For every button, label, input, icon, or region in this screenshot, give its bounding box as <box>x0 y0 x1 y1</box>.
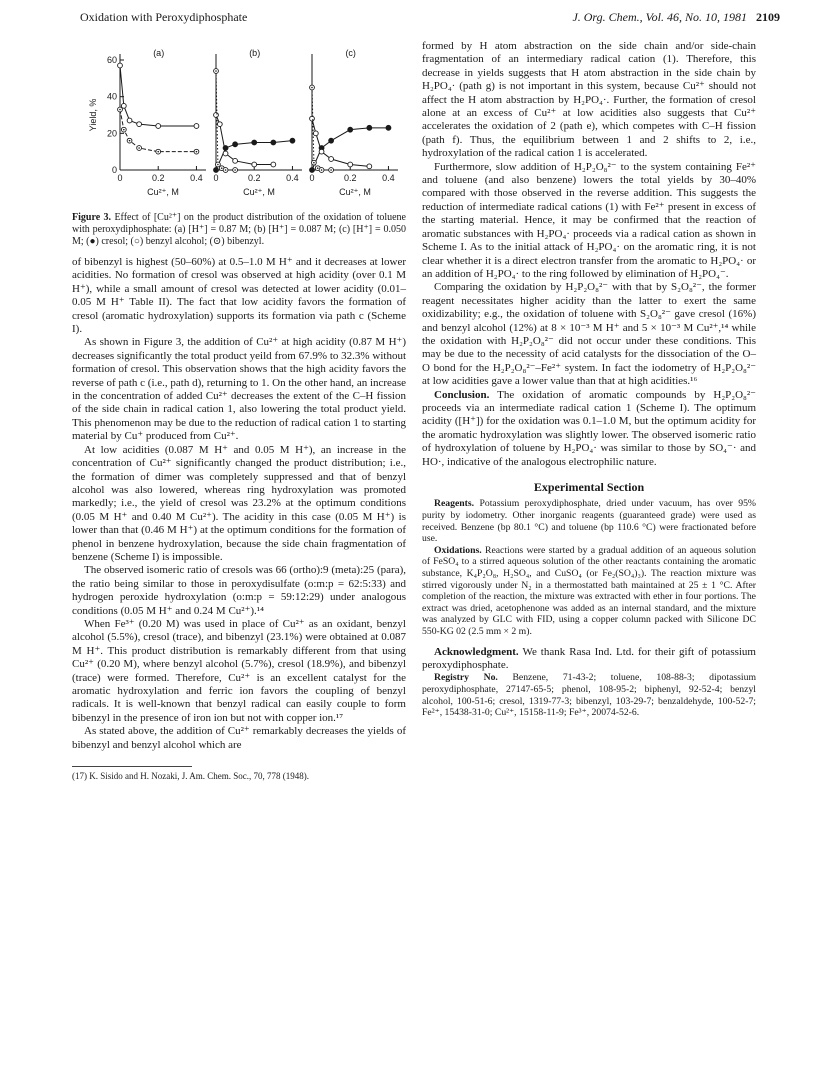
acknowledgment-label: Acknowledgment. <box>434 645 519 658</box>
figure-3-label: Figure 3. <box>72 212 112 223</box>
registry-text: Benzene, 71-43-2; toluene, 108-88-3; dipotassium peroxydiphosphate, 27147-65-5; phenol, 108-95-2; biphenyl, 92-52-4; benzyl alcohol, 100-51-6; cresol, 1319-77-3; bibenzyl, 103-29-7; benzaldehyde, 100-52-7; Fe²⁺, 15438-31-0; Cu²⁺, 15158-11-9; Fe³⁺, 20074-52-6. <box>422 672 756 719</box>
data-point <box>310 116 315 121</box>
data-point <box>329 138 334 143</box>
data-point <box>121 103 126 108</box>
data-point <box>252 162 257 167</box>
data-point <box>271 140 276 145</box>
x-tick-label: 0.4 <box>382 173 395 183</box>
x-tick-label: 0.4 <box>286 173 299 183</box>
data-point <box>290 138 295 143</box>
conclusion-paragraph <box>422 389 756 469</box>
oxidations-paragraph <box>422 545 756 638</box>
data-point <box>252 140 257 145</box>
left-column <box>72 40 406 782</box>
panel-label: (b) <box>249 48 261 58</box>
oxidations-text: Reactions were started by a gradual addition of an aqueous solution of FeSO₄ to a stirred aqueous solution of the other reactants containing the aromatic substance, K₄P₂O₈, H₂SO₄, and CuSO₄ (or Fe₂(SO₄)₃). The reaction mixture was stirred vigorously under N₂ in a thermostatted bath maintained at 25 ± 1 °C. After completion of the reaction, the mixture was extracted with ether in four portions. The extract was dried, acetophenone was added as an internal standard, and the mixture was analyzed by GLC with FID, using a copper column packed with Silicone DC 550-KG 02 (2.5 mm × 2 m). <box>422 544 757 637</box>
y-axis-label: Yield, % <box>88 98 98 132</box>
figure-3-chart <box>72 40 406 210</box>
paragraph-left-3: At low acidities (0.087 M H⁺ and 0.05 M H⁺), an increase in the concentration of Cu²⁺ significantly changed the product distribution; i.e., the formation of dimer was completely suppressed and that of benzyl alcohol was also lowered, whereas ring hydroxylation was promoted markedly; i.e., the yield of cresol was 23.2% at the optimum conditions (0.05 M H⁺ and 0.40 M Cu²⁺). The acidity in this case (0.05 M H⁺) is lower than that (0.46 M H⁺) at the optimum conditions for the formation of phenol in benzene hydroxylation, because the side chain fragmentation of benzene (Scheme I) is impossible. <box>72 443 406 563</box>
footnote-17: (17) K. Sisido and H. Nozaki, J. Am. Chem. Soc., 70, 778 (1948). <box>72 771 309 782</box>
data-point <box>386 125 391 130</box>
paragraph-left-6: As stated above, the addition of Cu²⁺ remarkably decreases the yields of bibenzyl and benzyl alcohol which are <box>72 725 406 751</box>
data-point-center <box>123 129 125 131</box>
data-point <box>271 162 276 167</box>
data-point <box>127 118 132 123</box>
data-point-center <box>311 87 313 89</box>
x-tick-label: 0.4 <box>190 173 203 183</box>
running-head-title: Oxidation with Peroxydiphosphate <box>80 10 248 24</box>
data-point <box>319 149 324 154</box>
oxidations-label: Oxidations. <box>434 544 482 556</box>
data-point-center <box>221 167 223 169</box>
page-number: 2109 <box>756 10 780 24</box>
data-point-center <box>225 169 227 171</box>
y-tick-label: 20 <box>106 128 117 139</box>
running-head-journal <box>572 10 780 25</box>
data-point-center <box>138 147 140 149</box>
paragraph-right-2: Furthermore, slow addition of H₂P₂O₈²⁻ to the system containing Fe²⁺ and toluene (and also benzene) lowers the total yields by 30–40% compared with those observed in the reverse addition. This suggests the reduction of intermediate radical cations (1) with Fe²⁺ present in excess of the starting material. Hence, it may be confirmed that the reaction of aromatic substances with H₂PO₄· proceeds via a radical cation as shown in Scheme I. As to the initial attack of H₂PO₄· on the aromatic ring, it is not clear whether it is a direct electron transfer from the aromatic to H₂PO₄· or an addition of H₂PO₄· to the ring followed by elimination of H₂PO₄⁻. <box>422 160 756 280</box>
data-point <box>348 162 353 167</box>
reagents-label: Reagents. <box>434 498 475 510</box>
data-point-center <box>119 109 121 111</box>
journal-citation: J. Org. Chem., Vol. 46, No. 10, 1981 <box>572 10 747 24</box>
data-point <box>348 127 353 132</box>
data-point-center <box>129 140 131 142</box>
series-line <box>120 66 196 127</box>
x-tick-label: 0 <box>309 173 315 183</box>
data-point-center <box>234 169 236 171</box>
registry-label: Registry No. <box>434 672 498 684</box>
data-point-center <box>196 151 198 153</box>
panel-label: (c) <box>345 48 356 58</box>
y-tick-label: 0 <box>111 165 117 175</box>
acknowledgment-paragraph <box>422 646 756 673</box>
reagents-text: Potassium peroxydiphosphate, dried under vacuum, has over 95% purity by iodometry. Other inorganic reagents (guaranteed grade) were used as received. Benzene (bp 80.1 °C) and toluene (bp 110.6 °C) were fractionated before use. <box>422 498 756 545</box>
data-point <box>156 124 161 129</box>
figure-3-caption <box>72 212 406 248</box>
data-point-center <box>321 169 323 171</box>
x-tick-label: 0 <box>213 173 219 183</box>
data-point <box>214 113 219 118</box>
reagents-paragraph <box>422 498 756 544</box>
registry-paragraph <box>422 672 756 718</box>
series-line <box>120 110 196 152</box>
data-point-center <box>157 151 159 153</box>
y-tick-label: 40 <box>106 91 117 102</box>
paragraph-right-3: Comparing the oxidation by H₂P₂O₈²⁻ with that by S₂O₈²⁻, the former reagent necessitates higher acidity than the latter to exert the same oxidizability; e.g., the oxidation of toluene with S₂O₈²⁻ gave cresol (16%) and benzyl alcohol (12%) at 8 × 10⁻³ M H⁺ and 5 × 10⁻³ M Cu²⁺,¹⁴ while the oxidation with H₂P₂O₈²⁻ did not occur under these conditions. This may be due to the necessity of acid catalysts for the dissociation of the O–O bond for the H₂P₂O₈²⁻–Fe²⁺ system. In fact the iodometry of H₂P₂O₈²⁻ at low acidities gave a lower value than that at high acidities.¹⁶ <box>422 281 756 388</box>
x-axis-label: Cu²⁺, M <box>147 187 179 197</box>
conclusion-text: The oxidation of aromatic compounds by H₂P₂O₈²⁻ proceeds via an intermediate radical cation 1 (Scheme I). The optimum acidity ([H⁺]) for the oxidation was 0.1–1.0 M, but the optimum acidity for the aromatic hydroxylation was slightly lower. The observed isomeric ratio of hydroxylation of toluene by H₂PO₄· was similar to those by SO₄⁻· and HO·, indicative of the analogous electrophilic nature. <box>422 388 756 468</box>
paragraph-right-1: formed by H atom abstraction on the side chain and/or side-chain fragmentation of an intermediary radical cation (1). Therefore, this decrease in yields suggests that H atom abstraction in the side chain by H₂PO₄· (path g) is not important in this system, because Cu²⁺ should not affect the H atom abstraction by H₂PO₄·. Further, the formation of cresol alone at an excess of Cu²⁺ at low acidities also suggests that Cu²⁺ accelerates the oxidation of 2 (path e), which competes with C–H fission (path f). Thus, the equilibrium between 1 and 2 shifts to 2, i.e., hydroxylation of the radical cation 1 is accelerated. <box>422 40 756 160</box>
acknowledgment-text: We thank Rasa Ind. Ltd. for their gift of potassium peroxydiphosphate. <box>422 645 756 671</box>
x-axis-label: Cu²⁺, M <box>243 187 275 197</box>
footnote-rule <box>72 766 192 767</box>
paragraph-left-5: When Fe³⁺ (0.20 M) was used in place of Cu²⁺ as an oxidant, benzyl alcohol (5.5%), cresol (trace), and bibenzyl (23.1%) were obtained at 0.087 M H⁺. This product distribution is remarkably different from that using Cu²⁺ (0.20 M), where benzyl alcohol (5.7%), cresol (18.9%), and bibenzyl (trace) were formed. Therefore, Cu²⁺ is an excellent catalyst for the aromatic hydroxylation and ferric ion favors the coupling of benzyl radicals. It is well-known that benzyl radical can easily couple to form bibenzyl in the presence of iron ion but not with copper ion.¹⁷ <box>72 617 406 724</box>
x-tick-label: 0 <box>117 173 123 183</box>
x-axis-label: Cu²⁺, M <box>339 187 371 197</box>
data-point <box>367 164 372 169</box>
figure-3-caption-text: Effect of [Cu²⁺] on the product distribution of the oxidation of toluene with peroxydiphosphate: (a) [H⁺] = 0.87 M; (b) [H⁺] = 0.087 M; (c) [H⁺] = 0.050 M; (●) cresol; (○) benzyl alcohol; (⊙) bibenzyl. <box>72 212 406 247</box>
data-point <box>313 131 318 136</box>
data-point-center <box>317 167 319 169</box>
data-point-center <box>330 169 332 171</box>
right-column <box>422 40 756 719</box>
series-line <box>312 119 369 167</box>
data-point <box>194 124 199 129</box>
data-point-center <box>217 164 219 166</box>
data-point <box>310 168 315 173</box>
data-point <box>329 157 334 162</box>
x-tick-label: 0.2 <box>151 173 165 183</box>
data-point <box>217 122 222 127</box>
conclusion-label: Conclusion. <box>434 388 490 401</box>
data-point <box>137 122 142 127</box>
series-line <box>216 115 273 165</box>
experimental-section-heading: Experimental Section <box>533 480 645 494</box>
data-point <box>233 158 238 163</box>
panel-label: (a) <box>153 48 165 58</box>
data-point <box>367 125 372 130</box>
paragraph-left-1: of bibenzyl is highest (50–60%) at 0.5–1.0 M H⁺ and it decreases at lower acidities. No formation of cresol was observed at high acidity (over 0.1 M H⁺), while a small amount of cresol was detected at lower acidity (0.01–0.05 M H⁺ Table II). The fact that low acidity favors the formation of cresol (aromatic hydroxylation) supports its formation via path c (Scheme I). <box>72 256 406 336</box>
data-point <box>214 168 219 173</box>
paragraph-left-4: The observed isomeric ratio of cresols was 66 (ortho):9 (meta):25 (para), the ratio being similar to those in peroxydisulfate (o:m:p = 62:5:33) and hydrogen peroxide hydroxylation (o:m:p = 59:12:29) under analogous conditions (0.05 M H⁺ and 0.24 M Cu²⁺).¹⁴ <box>72 564 406 617</box>
y-tick-label: 60 <box>106 55 117 65</box>
data-point-center <box>215 70 217 72</box>
data-point <box>118 63 123 68</box>
data-point <box>223 151 228 156</box>
data-point-center <box>313 162 315 164</box>
data-point <box>233 142 238 147</box>
paragraph-left-2: As shown in Figure 3, the addition of Cu²⁺ at high acidity (0.87 M H⁺) decreases significantly the total product yeild from 67.9% to 32.3% without formation of cresol. This observation shows that the high acidity favors the reverse of path c (i.e., path d), returning to 1. On the other hand, an increase in the concentration of added Cu²⁺ decreases the extent of the C–H fission of the side chain in radical cation 1, also lowering the total product yield. This phenomenon may be due to the reduction of radical cation 1 to starting material by Cu⁺ produced from Cu²⁺. <box>72 336 406 443</box>
x-tick-label: 0.2 <box>247 173 261 183</box>
x-tick-label: 0.2 <box>343 173 357 183</box>
